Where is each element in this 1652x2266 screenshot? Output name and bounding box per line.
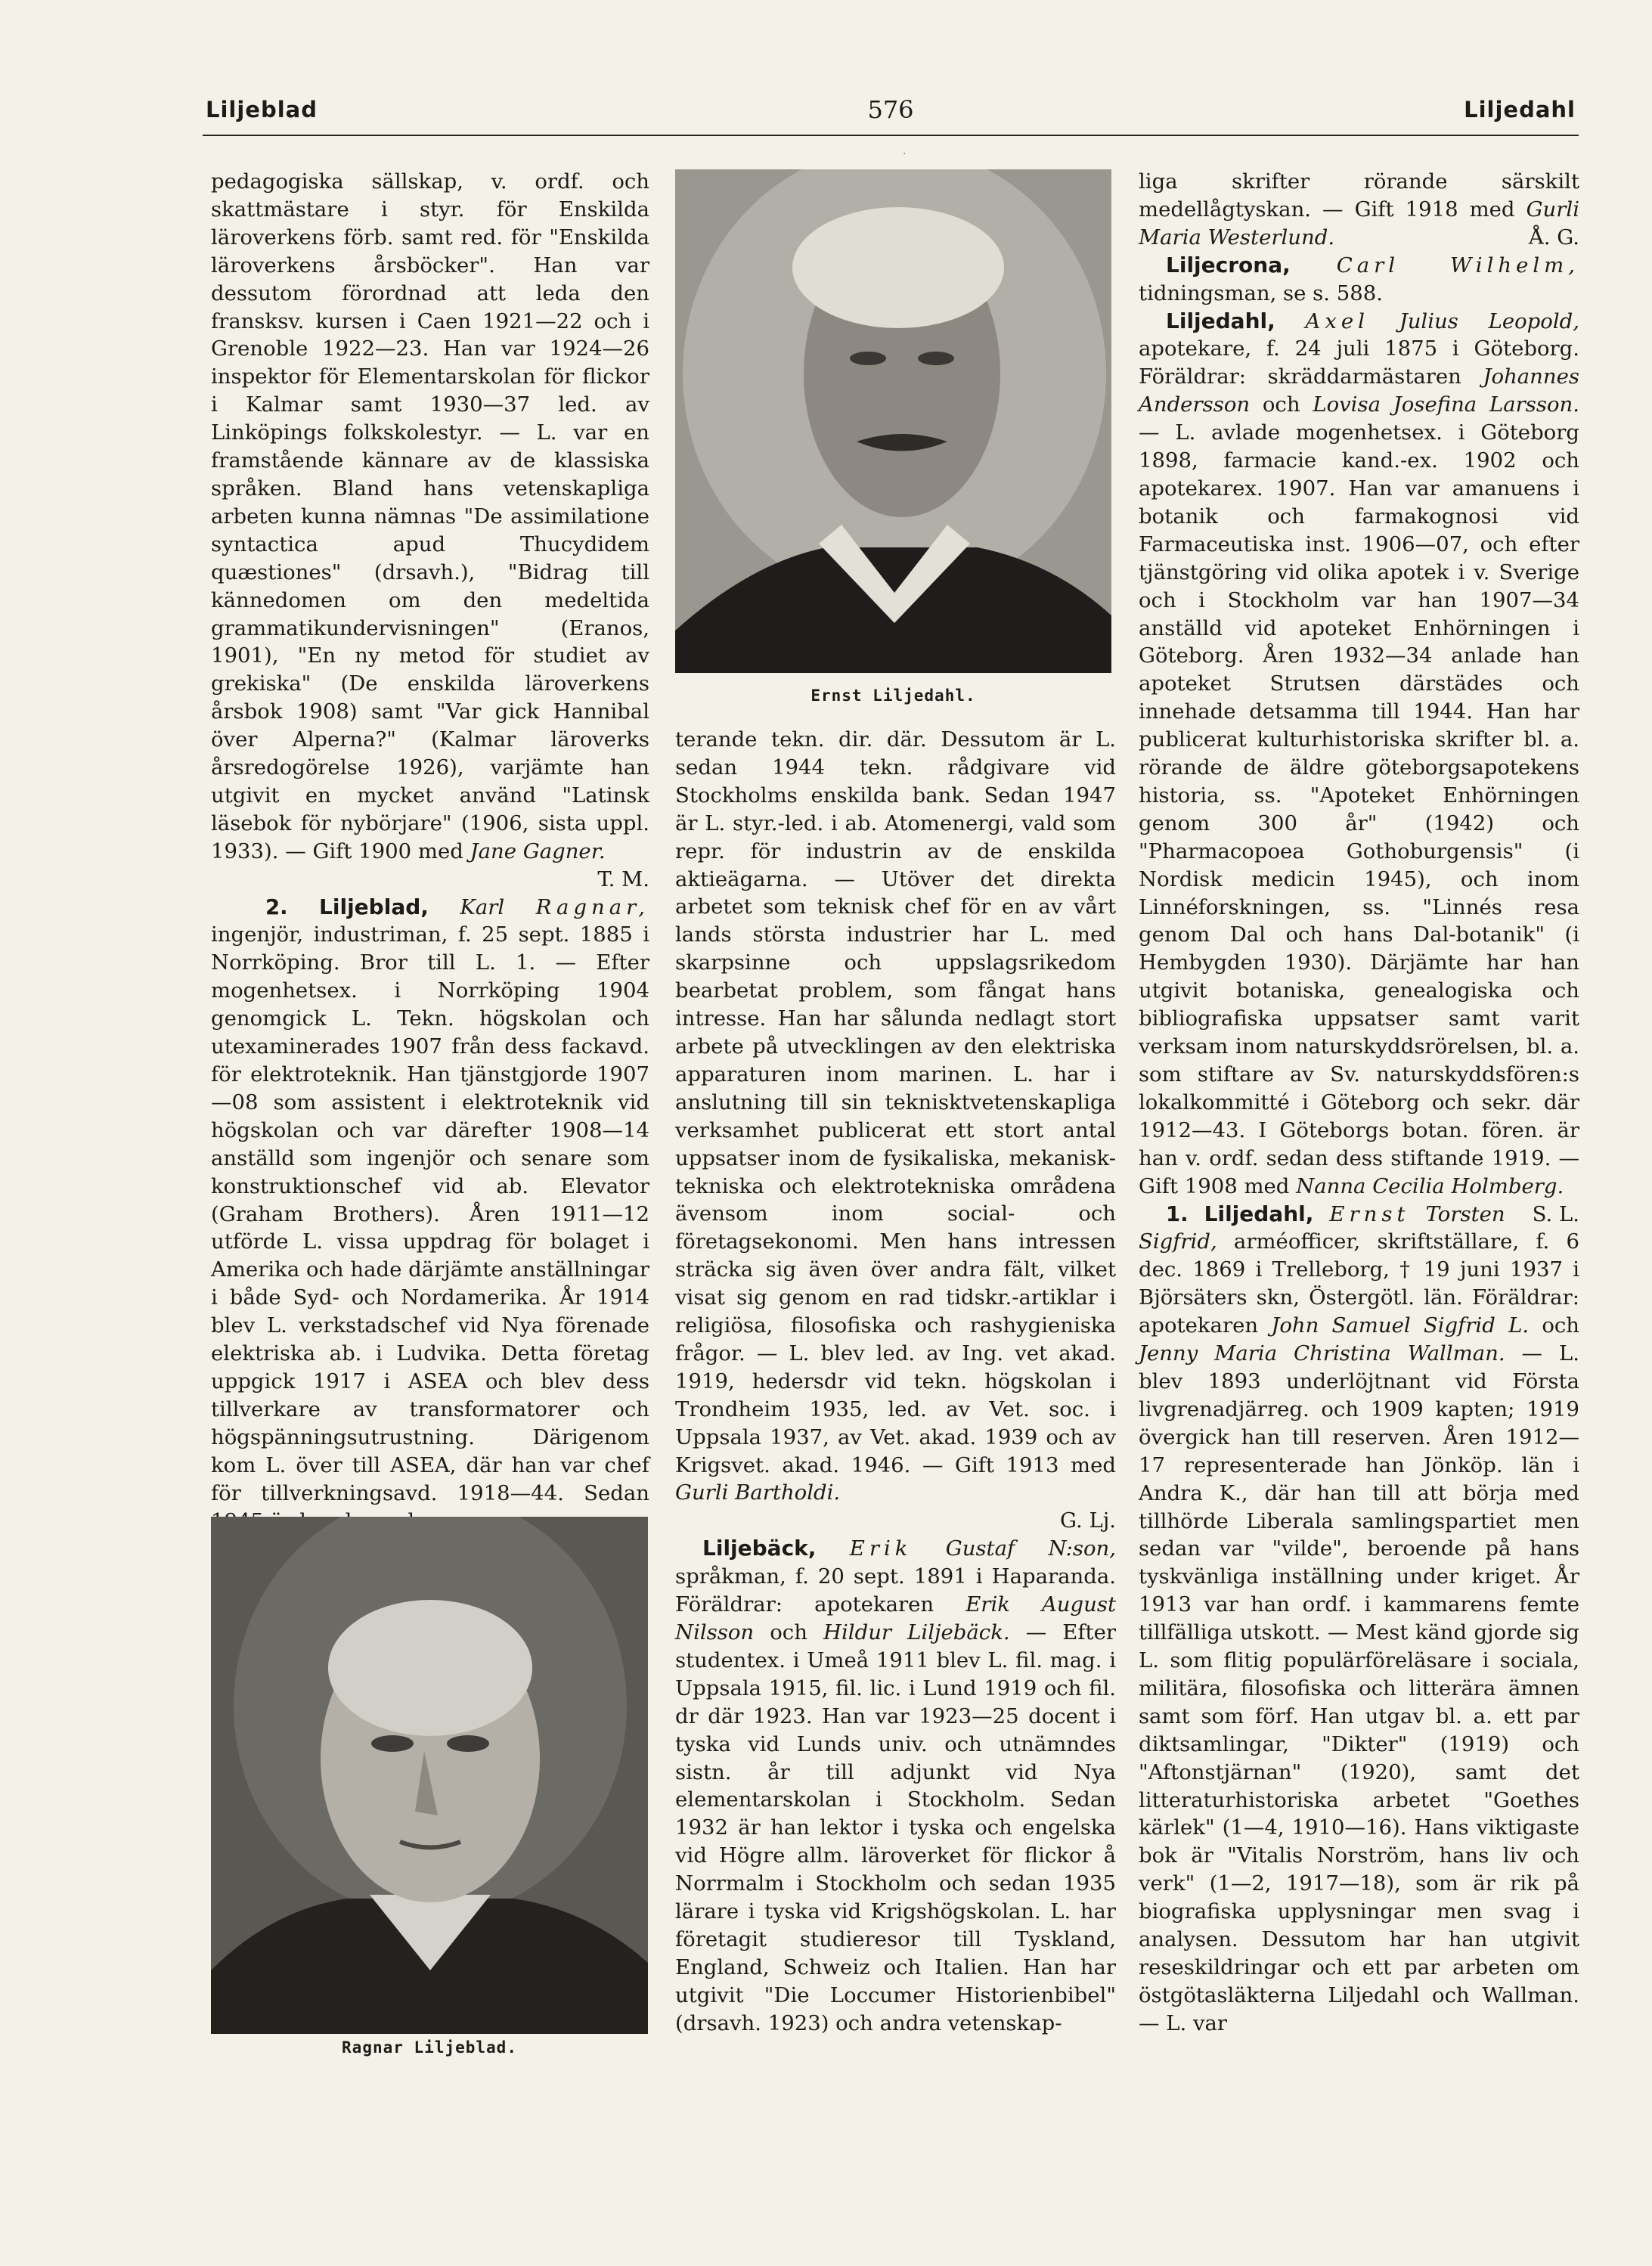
portrait-ernst-liljedahl bbox=[675, 169, 1111, 673]
entry-headword: Liljecrona, bbox=[1166, 252, 1291, 277]
page-number: 576 bbox=[867, 95, 914, 124]
entry-continuation: pedagogiska sällskap, v. ordf. och skattmästare i styr. för Enskilda läroverkens förb. samt red. för "Enskilda läroverkens årsböcker". Han var dessutom förordnad att leda den fransksv. kursen i Caen 1921—22 och i Grenoble 1922—23. Han var 1924—26 inspektor för Elementarskolan för flickor i Kalmar samt 1930—37 led. av Linköpings folkskolestyr. — L. var en framstående kännare av de klassiska språken. Bland hans vetenskapliga arbeten kunna nämnas "De assimilatione syntactica apud Thucydidem quæstiones" (drsavh.), "Bidrag till kännedomen om den medeltida grammatikundervisningen" (Eranos, 1901), "En ny metod för studiet av grekiska" (De enskilda läroverkens årsbok 1908) samt "Var gick Hannibal över Alperna?" (Kalmar läroverks årsredogörelse 1926), varjämte han utgivit en mycket använd "Latinsk läsebok för nybörjare" (1906, sista uppl. 1933). — Gift 1900 med Jane Gagner. T. M. bbox=[211, 168, 649, 894]
header-rule bbox=[203, 135, 1579, 136]
author-signature: T. M. bbox=[597, 866, 649, 891]
caption-ernst-liljedahl: Ernst Liljedahl. bbox=[811, 687, 976, 705]
spouse-name: Nanna Cecilia Holmberg. bbox=[1296, 1173, 1564, 1198]
entry-number: 2. bbox=[265, 894, 288, 919]
header-right-word: Liljedahl bbox=[1464, 97, 1576, 122]
entry-ragnar-liljeblad: 2. Liljeblad, Karl Ragnar, ingenjör, industriman, f. 25 sept. 1885 i Norrköping. Bror till L. 1. — Efter mogenhetsex. i Norrköping 1904 genomgick L. Tekn. högskolan och utexaminerades 1907 från dess fackavd. för elektroteknik. Han tjänstgjorde 1907—08 som assistent i elektroteknik vid högskolan och var därefter 1908—14 anställd som ingenjör och senare som konstruktionschef vid ab. Elevator (Graham Brothers). Åren 1911—12 utförde L. vissa uppdrag för bolaget i Amerika och hade därjämte anställningar i både Syd- och Nordamerika. År 1914 blev L. verkstadschef vid Nya förenade elektriska ab. i Ludvika. Detta företag uppgick 1917 i ASEA och blev dess tillverkare av transformatorer och högspänningsutrustning. Därigenom kom L. över till ASEA, där han var chef för tillverkningsavd. 1918—44. Sedan bbox=[211, 894, 649, 1505]
entry-continuation: terande tekn. dir. där. Dessutom är L. sedan 1944 tekn. rådgivare vid Stockholms enskilda bank. Sedan 1947 är L. styr.-led. i ab. Atomenergi, vald som repr. för industrin av de enskilda aktieägarna. — Utöver det direkta arbetet som teknisk chef för en av vårt lands största industrier har L. med skarpsinne och uppslagsrikedom bearbetat problem, som fångat hans intresse. Han har sålunda nedlagt stort arbete på utvecklingen av den elektriska apparaturen inom marinen. L. har i anslutning till sin teknisktvetenskapliga verksamhet publicerat ett stort antal uppsatser inom de fysikaliska, mekanisk-tekniska och elektrotekniska områdena ävensom inom social- och företagsekonomi. Men hans intressen sträcka sig även över andra fält, vilket visat sig genom en rad tidskr.-artiklar i religiösa, filosofiska och rashygieniska frågor. — L. blev led. av Ing. vet akad. 1919, hedersdr vid tekn. högskolan i Trondheim 1935, led. av Vet. soc. i Uppsala 1937, av Vet. akad. 1939 och av Krigsvet. akad. 1946. — Gift 1913 med Gurli Bartholdi. G. Lj. bbox=[675, 726, 1116, 1535]
author-signature: S. L. bbox=[1532, 1201, 1579, 1226]
portrait-image bbox=[675, 169, 1111, 673]
portrait-image bbox=[211, 1517, 648, 2034]
called-name: Ernst bbox=[1329, 1201, 1410, 1226]
entry-erik-liljeback: Liljebäck, Erik Gustaf N:son, språkman, f. 20 sept. 1891 i Haparanda. Föräldrar: apotekaren Erik August Nilsson och Hildur Liljebäck. — Efter studentex. i Umeå 1911 blev L. fil. mag. i Uppsala 1915, fil. lic. i Lund 1919 och fil. dr där 1923. Han var 1923—25 docent i tyska vid Lunds univ. och utnämndes sistn. år till adjunkt vid Nya elementarskolan i Stockholm. Sedan 1932 är han lektor i tyska och engelska vid Högre allm. läroverket för flickor å Norrmalm i Stockholm och sedan 1935 lärare i tyska vid Krigshögskolan. L. har företagit studieresor till Tyskland, England, Schweiz och Italien. Han har utgivit "Die Loccumer Historienbibel" (drsavh. 1923) och andra vetenskap- bbox=[675, 1536, 1116, 2035]
called-name: Erik bbox=[849, 1536, 913, 1561]
spouse-name: Gurli Maria Westerlund. bbox=[1139, 197, 1579, 250]
author-signature: G. Lj. bbox=[1059, 1508, 1116, 1533]
entry-continuation: liga skrifter rörande särskilt medellågtyskan. — Gift 1918 med Gurli Maria Westerlund. Å. G. bbox=[1139, 168, 1579, 252]
entry-headword: Liljedahl, bbox=[1204, 1201, 1314, 1226]
called-name: Ragnar, bbox=[535, 894, 649, 919]
author-signature: Å. G. bbox=[1528, 225, 1579, 250]
column-3 bbox=[1139, 168, 1579, 2038]
header-left-word: Liljeblad bbox=[206, 97, 318, 122]
entry-carl-liljecrona: Liljecrona, Carl Wilhelm, tidningsman, se s. 588. bbox=[1139, 252, 1579, 305]
entry-axel-liljedahl: Liljedahl, Axel Julius Leopold, apotekare, f. 24 juli 1875 i Göteborg. Föräldrar: skräddarmästaren Johannes Andersson och Lovisa Josefina Larsson. — L. avlade mogenhetsex. i Göteborg 1898, farmacie kand.-ex. 1902 och apotekarex. 1907. Han var amanuens i botanik och farmakognosi vid Farmaceutiska inst. 1906—07, och efter tjänstgöring vid olika apotek i v. Sverige och i Stockholm var han 1907—34 anställd vid apoteket Enhörningen i Göteborg. Åren 1932—34 anlade han apoteket Strutsen därstädes och innehade detsamma till 1944. Han har publicerat kulturhistoriska skrifter bl. a. rörande de äldre göteborgsapotekens historia, ss. "Apoteket Enhörningen genom 300 år" (1942) och "Pharmacopoea Gothoburgensis" (i Nordisk medicin 1945), och inom Linnéforskningen, ss. "Linnés resa genom Dal och hans Dal-botanik" (i Hembygden 1930). Därjämte har han utgivit botaniska, genealogiska och bibliografiska uppsatser samt varit verksam inom naturskyddsrörelsen, bl. a. som stiftare av Sv. naturskyddsfören:s lokalkommitté i Göteborg och sekr. där 1912—43. I Göteborgs botan. fören. är han v. ordf. sedan dess stiftande 1919. — Gift 1908 med Nanna Cecilia Holmberg. S. L. bbox=[1139, 308, 1579, 1201]
called-name: Carl Wilhelm, bbox=[1336, 253, 1579, 277]
spouse-name: Jane Gagner. bbox=[470, 839, 606, 863]
print-speck: · bbox=[903, 148, 907, 160]
spouse-name: Gurli Bartholdi. bbox=[675, 1480, 841, 1505]
column-1 bbox=[211, 168, 649, 1535]
caption-ragnar-liljeblad: Ragnar Liljeblad. bbox=[342, 2038, 517, 2057]
entry-ernst-liljedahl: 1. Liljedahl, Ernst Torsten Sigfrid, arméofficer, skriftställare, f. 6 dec. 1869 i Trelleborg, † 19 juni 1937 i Björsäters skn, Östergötl. län. Föräldrar: apotekaren John Samuel Sigfrid L. och Jenny Maria Christina Wallman. — L. blev 1893 underlöjtnant vid Första livgrenadjärreg. och 1909 kapten; 1919 övergick han till reserven. Åren 1912—17 representerade han Jönköp. län i Andra K., där han till att börja med tillhörde Liberala samlingspartiet men sedan var "vilde", beroende på hans tyskvänliga inställning under kriget. År 1913 var han ordf. i kammarens femte tillfälliga utskott. — Mest känd gjorde sig L. som flitig populärföreläsare i sociala, militära, filosofiska och litterära ämnen samt som förf. Han utgav bl. a. ett par diktsamlingar, "Dikter" (1919) och "Aftonstjärnan" (1920), samt det litteraturhistoriska arbetet "Goethes kärlek" (1—4, 1910—16). Hans viktigaste bok är "Vitalis Norström, hans liv och verk" (1—2, 1917—18), som är rik på biografiska upplysningar men svag i analysen. Dessutom har han utgivit reseskildringar och ett par arbeten om östgötasläkterna Liljedahl och Wallman. — L. var bbox=[1139, 1201, 1579, 2035]
entry-number: 1. bbox=[1166, 1201, 1189, 1226]
entry-headword: Liljebäck, bbox=[702, 1536, 817, 1561]
column-2 bbox=[675, 726, 1116, 2038]
portrait-ragnar-liljeblad bbox=[211, 1517, 648, 2034]
called-name: Axel bbox=[1305, 308, 1369, 333]
entry-headword: Liljeblad, bbox=[319, 894, 429, 919]
entry-headword: Liljedahl, bbox=[1166, 308, 1275, 333]
